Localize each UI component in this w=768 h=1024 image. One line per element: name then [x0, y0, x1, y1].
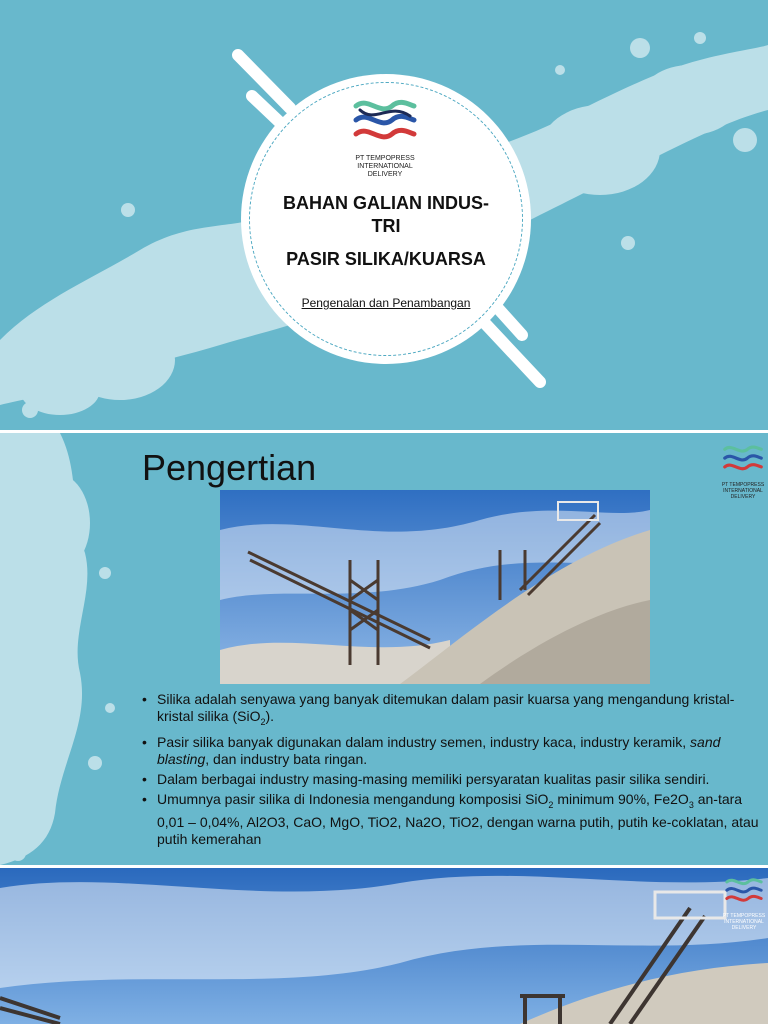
logo-text: PT TEMPOPRESS INTERNATIONAL DELIVERY [721, 482, 765, 500]
slide-subtitle: Pengenalan dan Penambangan [301, 296, 471, 310]
bullet-item: • Dalam berbagai industry masing-masing memiliki persyaratan kualitas pasir silika sendiri. [140, 771, 760, 788]
logo-text: PT TEMPOPRESS INTERNATIONAL DELIVERY [355, 155, 415, 178]
silica-sand-mining-photo [0, 868, 768, 1024]
slide-title: BAHAN GALIAN INDUS- TRI [283, 193, 489, 236]
bullet-item: • Umumnya pasir silika di Indonesia mengandung komposisi SiO$_2$ minimum 90%, $Fe2O_3$ an-tara 0,01 – 0,04%, Al2O3, CaO, MgO, TiO2, Na2O, TiO2, dengan warna putih, putih ke-coklatan, atau putih kemerahan [140, 791, 760, 848]
slide-title-secondary: PASIR SILIKA/KUARSA [286, 249, 486, 269]
company-logo [722, 876, 766, 931]
slide-heading: Pengertian [142, 447, 317, 488]
photo-slide [0, 868, 768, 1024]
company-logo [720, 443, 766, 500]
title-slide [0, 0, 768, 430]
bullet-item: • Silika adalah senyawa yang banyak ditemukan dalam pasir kuarsa yang mengandung kristal-kristal silika (SiO$_2$). [140, 691, 760, 731]
company-logo [350, 96, 420, 179]
bullet-item: • Pasir silika banyak digunakan dalam industry semen, industry kaca, industry keramik, sand blasting, dan industry bata ringan. [140, 734, 760, 768]
logo-mark-icon [720, 443, 766, 477]
content-slide-pengertian [0, 433, 768, 865]
silica-sand-mining-photo [220, 490, 650, 684]
definition-bullet-list [140, 691, 760, 851]
logo-text: PT TEMPOPRESS INTERNATIONAL DELIVERY [722, 913, 766, 931]
logo-mark-icon [722, 876, 766, 908]
logo-mark-icon [350, 96, 420, 150]
paint-splash-decoration [0, 433, 140, 865]
